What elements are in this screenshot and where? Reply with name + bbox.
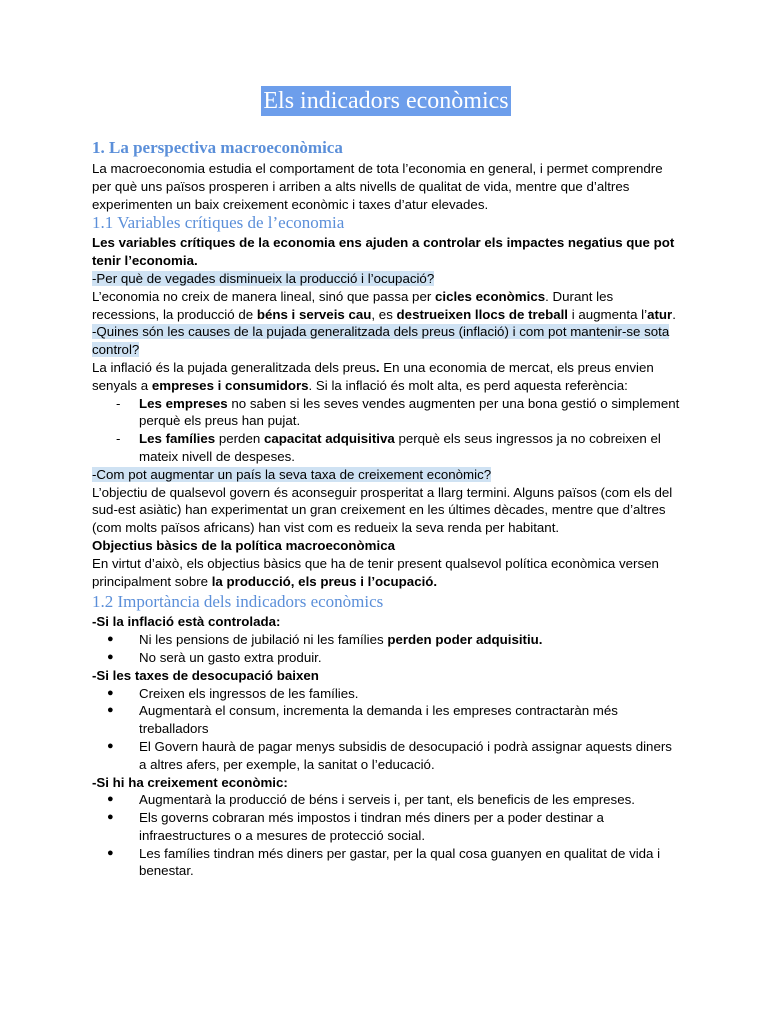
bold-run: capacitat adquisitiva [263, 431, 395, 447]
list-item [92, 685, 680, 703]
paragraph-objectives [92, 555, 680, 591]
paragraph-inflation [92, 359, 680, 395]
bold-run: Objectius bàsics de la política macroeconòmica [92, 537, 395, 553]
text-run: Els governs cobraran més impostos i tindran més diners per a poder destinar a infraestructures o a mesures de protecció social. [139, 810, 604, 843]
inflation-effects-list [92, 395, 680, 466]
bullet-marker: ● [107, 846, 114, 859]
bold-run: atur [647, 306, 673, 322]
group-unemployment-label [92, 667, 680, 685]
section-1-intro: La macroeconomia estudia el comportament de tota l’economia en general, i permet comprendre per què uns països prosperen i arriben a alts nivells de qualitat de vida, mentre que d’altres experimenten un baix creixement econòmic i taxes d’atur elevades. [92, 161, 663, 212]
lead-text: Les variables crítiques de la economia ens ajuden a controlar els impactes negatius que pot tenir l’economia. [92, 235, 675, 269]
list-item [92, 649, 680, 667]
bold-run: . [375, 359, 380, 375]
bold-run: cicles econòmics [434, 288, 546, 304]
text-run: Creixen els ingressos de les famílies. [139, 685, 359, 701]
bold-run: destrueixen llocs de treball [396, 306, 568, 322]
list-item [92, 738, 680, 774]
bullet-marker: ● [107, 650, 114, 663]
text-run: En una economia de mercat, els preus envien senyals a [92, 359, 654, 393]
bullet-marker: ● [107, 793, 114, 806]
bullet-marker: ● [107, 704, 114, 717]
group-inflation-list [92, 631, 680, 667]
text-run: Augmentarà el consum, incrementa la demanda i les empreses contractaràn més treballadors [139, 703, 618, 737]
question-1-text: -Per què de vegades disminueix la producció i l’ocupació? [92, 270, 435, 286]
bullet-marker: ● [107, 739, 114, 752]
list-item [92, 395, 680, 431]
list-item [92, 631, 680, 649]
question-1 [92, 270, 680, 288]
list-item [92, 809, 680, 845]
bold-run: -Si hi ha creixement econòmic: [92, 774, 288, 790]
question-2-text: -Quines són les causes de la pujada generalitzada dels preus (inflació) i com pot mantenir-se sota control? [92, 324, 670, 358]
paragraph-growth: L’objectiu de qualsevol govern és aconseguir prosperitat a llarg termini. Alguns països (com els del sud-est asiàtic) han experimentat un gran creixement en les últimes dècades, mentre que d’altres (com molts països africans) han vist com es redueix la seva renda per habitant. [92, 484, 673, 536]
text-run: no saben si les seves vendes augmenten per una bona gestió o simplement perquè els preus han pujat. [139, 395, 680, 429]
text-run: Augmentarà la producció de béns i serveis i, per tant, els beneficis de les empreses. [139, 792, 635, 808]
group-growth-label [92, 774, 680, 792]
text-run: El Govern haurà de pagar menys subsidis de desocupació i podrà assignar aquests diners a altres afers, per exemple, la sanitat o l’educació. [139, 738, 672, 772]
section-1-1-lead [92, 234, 680, 270]
text-run: perquè els seus ingressos ja no cobreixen el mateix nivell de despeses. [139, 431, 661, 464]
text-run: La inflació és la pujada generalitzada dels preus [92, 359, 376, 375]
section-1-heading: 1. La perspectiva macroeconòmica [92, 138, 343, 157]
bold-run: Les empreses [139, 395, 228, 411]
text-run: . Si la inflació és molt alta, es perd aquesta referència: [308, 377, 628, 393]
list-item [92, 702, 680, 738]
bold-run: la producció, els preus i l’ocupació. [211, 573, 438, 589]
question-2 [92, 323, 680, 359]
question-3-text: -Com pot augmentar un país la seva taxa de creixement econòmic? [92, 466, 492, 482]
bullet-marker: ● [107, 633, 114, 646]
text-run: No serà un gasto extra produir. [139, 649, 322, 665]
list-item [92, 430, 680, 466]
bold-run: -Si la inflació està controlada: [92, 614, 281, 630]
dash-marker: - [116, 431, 121, 447]
document-title: Els indicadors econòmics [263, 88, 509, 114]
text-run: perden [215, 431, 264, 447]
objectives-heading [92, 537, 680, 555]
group-inflation-label [92, 613, 680, 631]
text-run: Ni les pensions de jubilació ni les famílies [139, 632, 388, 648]
paragraph-cycles [92, 288, 680, 324]
text-run: . Durant les recessions, la producció de [92, 288, 614, 322]
text-run: i augmenta l’ [568, 306, 648, 322]
title-wrap [92, 86, 680, 116]
group-unemployment-list [92, 685, 680, 774]
text-run: Les famílies tindran més diners per gastar, per la qual cosa guanyen en qualitat de vida i benestar. [139, 845, 661, 879]
list-item [92, 845, 680, 881]
text-run: . [672, 306, 676, 322]
document-content [92, 86, 680, 880]
bold-run: -Si les taxes de desocupació baixen [92, 667, 319, 683]
bullet-marker: ● [107, 811, 114, 824]
bold-run: Les famílies [139, 431, 216, 447]
section-1-1-heading: 1.1 Variables crítiques de l’economia [92, 213, 345, 233]
bullet-marker: ● [107, 686, 114, 699]
text-run: L’economia no creix de manera lineal, sinó que passa per [92, 288, 435, 304]
bold-run: perden poder adquisitiu. [387, 632, 543, 648]
dash-marker: - [116, 395, 121, 411]
text-run: , es [371, 306, 397, 322]
text-run: En virtut d’això, els objectius bàsics que ha de tenir present qualsevol política econòmica versen principalment sobre [92, 555, 659, 589]
bold-run: béns i serveis cau [256, 306, 372, 322]
question-3 [92, 466, 680, 484]
list-item [92, 791, 680, 809]
section-1-2-heading: 1.2 Importància dels indicadors econòmics [92, 592, 384, 612]
group-growth-list [92, 791, 680, 880]
bold-run: empreses i consumidors [151, 377, 309, 393]
